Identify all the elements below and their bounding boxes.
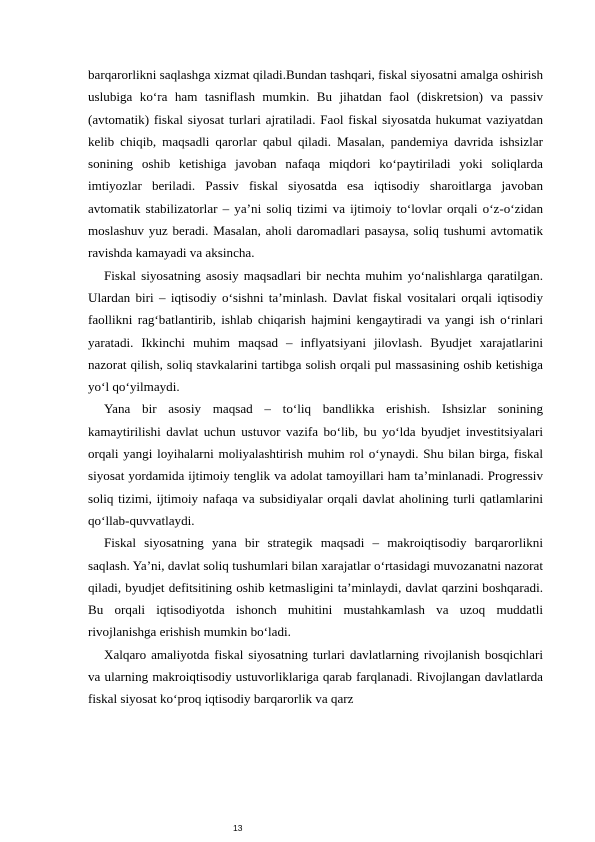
paragraph-macro-stability: Fiskal siyosatning yana bir strategik maqsadi – makroiqtisodiy barqarorlikni saqlash. Ya’ni, davlat soliq tushumlari bilan xarajatlar o‘rtasidagi muvozanatni nazorat qiladi, byudjet defitsitining oshib ketmasligini ta’minlaydi, davlat qarzini boshqaradi. Bu orqali iqtisodiyotda ishonch muhitini mustahkamlash va uzoq muddatli rivojlanishga erishish mumkin bo‘ladi. (88, 535, 543, 640)
paragraph-international-practice: Xalqaro amaliyotda fiskal siyosatning turlari davlatlarning rivojlanish bosqichlari va ularning makroiqtisodiy ustuvorliklariga qarab farqlanadi. Rivojlangan davlatlarda fiskal siyosat ko‘proq iqtisodiy barqarorlik va qarz (88, 646, 543, 707)
paragraph-continuation: barqarorlikni saqlashga xizmat qiladi.Bundan tashqari, fiskal siyosatni amalga oshirish uslubiga ko‘ra ham tasniflash mumkin. Bu jihatdan faol (diskretsion) va passiv (avtomatik) fiskal siyosat turlari ajratiladi. Faol fiskal siyosatda hukumat vaziyatdan kelib chiqib, maqsadli qarorlar qabul qiladi. Masalan, pandemiya davrida ishsizlar sonining oshib ketishiga javoban nafaqa miqdori ko‘paytiriladi yoki soliqlarda imtiyozlar beriladi. Passiv fiskal siyosatda esa iqtisodiy sharoitlarga javoban avtomatik stabilizatorlar – ya’ni soliq tizimi va ijtimoiy to‘lovlar orqali o‘z-o‘zidan moslashuv yuz beradi. Masalan, aholi daromadlari pasaysa, soliq tushumi avtomatik ravishda kamayadi va aksincha. (88, 67, 543, 261)
document-body (88, 64, 543, 711)
paragraph-full-employment: Yana bir asosiy maqsad – to‘liq bandlikka erishish. Ishsizlar sonining kamaytirilishi davlat uchun ustuvor vazifa bo‘lib, bu yo‘lda byudjet investitsiyalari orqali yangi loyihalarni moliyalashtirish muhim rol o‘ynaydi. Shu bilan birga, fiskal siyosat yordamida ijtimoiy tenglik va adolat tamoyillari ham ta’minlanadi. Progressiv soliq tizimi, ijtimoiy nafaqa va subsidiyalar orqali davlat aholining turli qatlamlarini qo‘llab-quvvatlaydi. (88, 401, 543, 528)
paragraph-fiscal-goals: Fiskal siyosatning asosiy maqsadlari bir nechta muhim yo‘nalishlarga qaratilgan. Ulardan biri – iqtisodiy o‘sishni ta’minlash. Davlat fiskal vositalari orqali iqtisodiy faollikni rag‘batlantirib, ishlab chiqarish hajmini kengaytiradi va yangi ish o‘rinlari yaratadi. Ikkinchi muhim maqsad – inflyatsiyani jilovlash. Byudjet xarajatlarini nazorat qilish, soliq stavkalarini tartibga solish orqali pul massasining oshib ketishiga yo‘l qo‘yilmaydi. (88, 267, 543, 395)
page-number: 13 (233, 823, 243, 833)
